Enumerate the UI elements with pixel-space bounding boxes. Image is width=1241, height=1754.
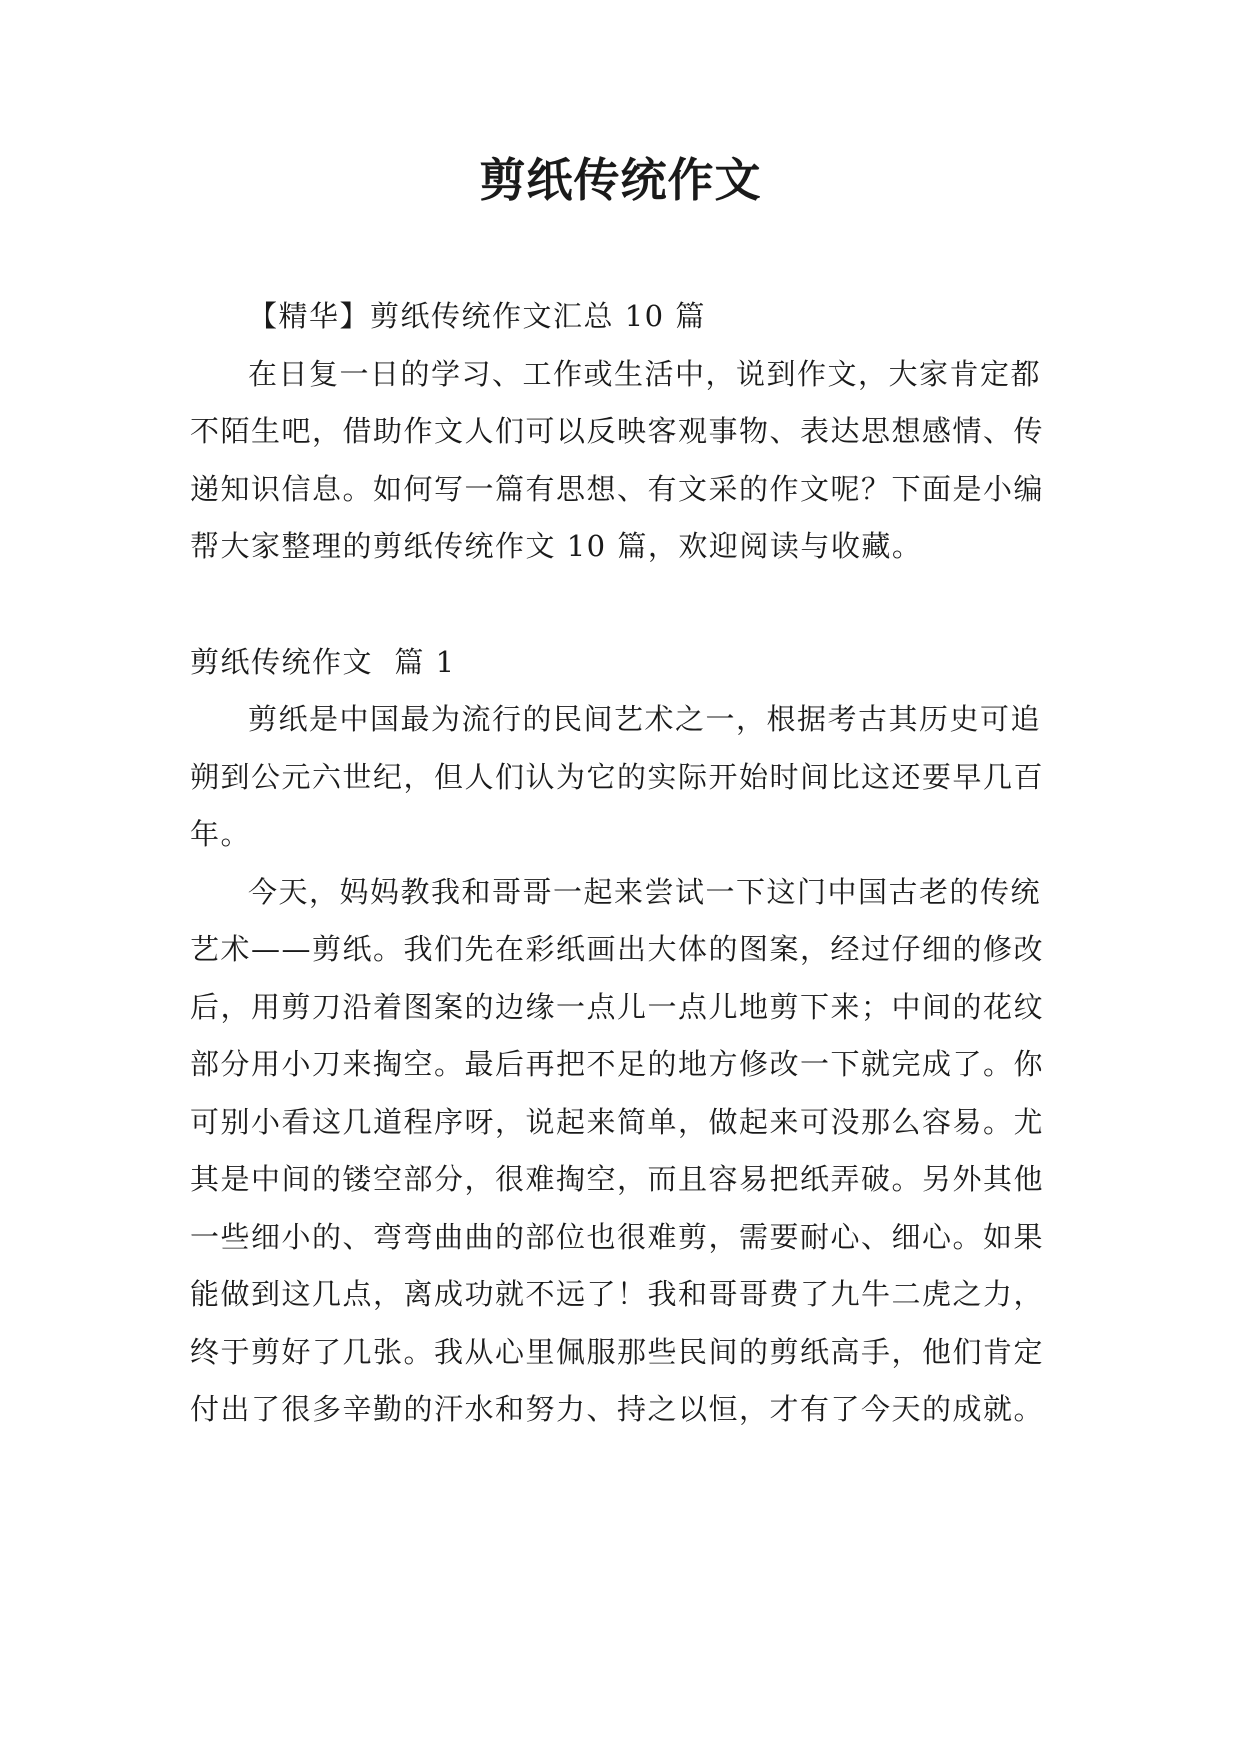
document-body: [190, 288, 1058, 1439]
body-paragraph: 剪纸是中国最为流行的民间艺术之一，根据考古其历史可追朔到公元六世纪，但人们认为它的实际开始时间比这还要早几百年。: [190, 702, 1045, 851]
body-paragraph: 今天，妈妈教我和哥哥一起来尝试一下这门中国古老的传统艺术——剪纸。我们先在彩纸画出大体的图案，经过仔细的修改后，用剪刀沿着图案的边缘一点儿一点儿地剪下来；中间的花纹部分用小刀来掏空。最后再把不足的地方修改一下就完成了。你可别小看这几道程序呀，说起来简单，做起来可没那么容易。尤其是中间的镂空部分，很难掏空，而且容易把纸弄破。另外其他一些细小的、弯弯曲曲的部位也很难剪，需要耐心、细心。如果能做到这几点，离成功就不远了！我和哥哥费了九牛二虎之力，终于剪好了几张。我从心里佩服那些民间的剪纸高手，他们肯定付出了很多辛勤的汗水和努力、持之以恒，才有了今天的成就。: [190, 874, 1045, 1426]
document-subtitle: 【精华】剪纸传统作文汇总 10 篇: [248, 299, 706, 333]
section-heading: 剪纸传统作文 篇 1: [190, 644, 456, 679]
intro-paragraph: 在日复一日的学习、工作或生活中，说到作文，大家肯定都不陌生吧，借助作文人们可以反映客观事物、表达思想感情、传递知识信息。如何写一篇有思想、有文采的作文呢？下面是小编帮大家整理的剪纸传统作文 10 篇，欢迎阅读与收藏。: [190, 356, 1045, 563]
document-title: 剪纸传统作文: [479, 153, 762, 207]
